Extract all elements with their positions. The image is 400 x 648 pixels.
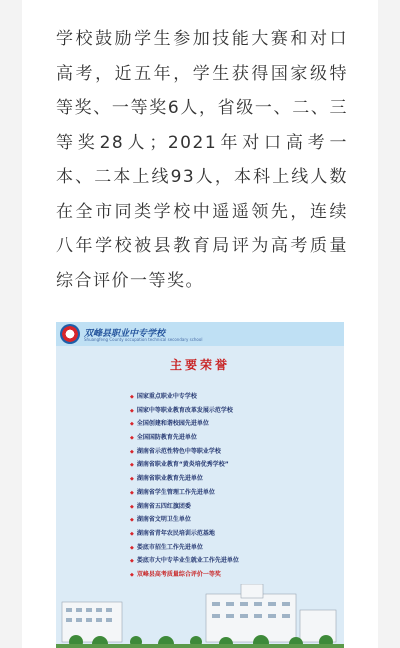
poster-school-english-name: Shuangfeng County occupation technical secondary school — [84, 337, 203, 342]
honor-item — [130, 541, 239, 555]
honor-text: 湖南省职业教育先进单位 — [136, 475, 203, 483]
diamond-bullet-icon: ◆ — [130, 394, 134, 400]
honor-item — [130, 404, 239, 418]
diamond-bullet-icon: ◆ — [130, 558, 134, 565]
honor-text: 娄底市招生工作先进单位 — [136, 543, 203, 551]
honor-item — [130, 445, 239, 459]
honor-item — [130, 513, 239, 527]
diamond-bullet-icon: ◆ — [130, 571, 134, 578]
honor-text: 湖南省职业教育“黄炎培优秀学校” — [136, 461, 229, 469]
honors-list — [130, 390, 239, 582]
honor-item — [130, 500, 239, 514]
honor-text: 全国国防教育先进单位 — [136, 434, 197, 442]
campus-buildings-illustration — [56, 584, 344, 648]
school-logo-icon — [60, 324, 80, 344]
diamond-bullet-icon: ◆ — [130, 435, 134, 442]
honor-item — [130, 568, 239, 582]
honor-item — [130, 554, 239, 568]
honor-item — [130, 458, 239, 472]
diamond-bullet-icon: ◆ — [130, 489, 134, 496]
article-paragraph: 学校鼓励学生参加技能大赛和对口高考，近五年，学生获得国家级特等奖、一等奖6人，省级一、二、三等奖28人；2021年对口高考一本、二本上线93人，本科上线人数在全市同类学校中遥遥领先，连续八年学校被县教育局评为高考质量综合评价一等奖。 — [56, 29, 348, 291]
honor-item — [130, 431, 239, 445]
honor-text: 湖南省五四红旗团委 — [136, 502, 191, 510]
diamond-bullet-icon: ◆ — [130, 544, 134, 551]
honor-text: 湖南省学生管理工作先进单位 — [136, 488, 215, 496]
diamond-bullet-icon: ◆ — [130, 448, 134, 455]
honor-item — [130, 390, 239, 404]
honor-text: 娄底市大中专毕业生就业工作先进单位 — [136, 557, 239, 565]
honor-text: 双峰县高考质量综合评价一等奖 — [136, 570, 221, 578]
honor-text: 国家中等职业教育改革发展示范学校 — [136, 406, 233, 414]
diamond-bullet-icon: ◆ — [130, 530, 134, 537]
honor-text: 湖南省文明卫生单位 — [136, 516, 191, 524]
honor-item — [130, 527, 239, 541]
honors-poster-image[interactable] — [56, 322, 344, 648]
diamond-bullet-icon: ◆ — [130, 421, 134, 428]
honor-item — [130, 472, 239, 486]
poster-title: 主要荣誉 — [169, 358, 230, 372]
honor-text: 全国创建和谐校园先进单位 — [136, 420, 209, 428]
honor-item — [130, 417, 239, 431]
honor-text: 湖南省青年农民培训示范基地 — [136, 529, 215, 537]
honor-text: 湖南省示范性特色中等职业学校 — [136, 447, 221, 455]
honor-item — [130, 486, 239, 500]
diamond-bullet-icon: ◆ — [130, 503, 134, 510]
poster-school-name: 双峰县职业中专学校 — [84, 329, 166, 339]
diamond-bullet-icon: ◆ — [130, 462, 134, 469]
poster-header — [56, 322, 344, 346]
diamond-bullet-icon: ◆ — [130, 476, 134, 483]
honor-text: 国家重点职业中专学校 — [136, 393, 197, 400]
diamond-bullet-icon: ◆ — [130, 517, 134, 524]
diamond-bullet-icon: ◆ — [130, 407, 134, 414]
